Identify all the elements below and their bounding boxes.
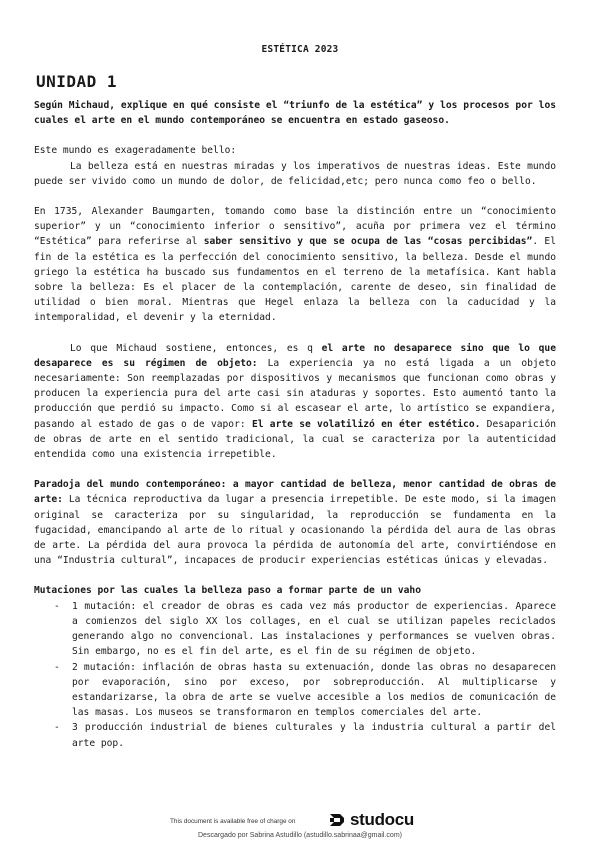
paragraph-paradox: Paradoja del mundo contemporáneo: a mayor cantidad de belleza, menor cantidad de obras de arte: La técnica reproductiva da lugar a presencia irrepetible. De este modo, si la imagen original se caracteriza por su singularidad, la reproducción se fundamenta en la fugacidad, emancipando al arte de lo ritual y ocasionando la pérdida del aura de las obras de arte. La pérdida del aura provoca la pérdida de autonomía del arte, convirtiéndose en una “Industria cultural”, incapaces de producir experiencias estéticas únicas y elevadas. [34, 479, 556, 567]
paragraph-intro-line: Este mundo es exageradamente bello: [34, 145, 237, 157]
footer [0, 804, 600, 848]
list-item: - 3 producción industrial de bienes culturales y la industria cultural a partir del arte pop. [54, 722, 556, 749]
paragraph-michaud: Lo que Michaud sostiene, entonces, es q el arte no desaparece sino que lo que desaparece es su régimen de objeto: La experiencia ya no está ligada a un objeto necesariamente: Son reemplazadas por dispositivos y mecanismos que funcionan como obras y producen la experiencia pura del arte casi sin ataduras y soportes. Esto aumentó tanto la producción que perdió su impacto. Como si al escasear el arte, lo artístico se expandiera, pasando al estado de gas o de vapor: El arte se volatilizó en éter estético. Desaparición de obras de arte en el sentido tradicional, la cual se caracteriza por la autenticidad entendida como una existencia irrepetible. [34, 342, 556, 461]
availability-note: This document is available free of charge on [170, 818, 296, 825]
bold-phrase: El arte se volatilizó en éter estético. [251, 418, 481, 430]
document-body [34, 98, 556, 751]
mutations-title: Mutaciones por las cuales la belleza paso a formar parte de un vaho [34, 585, 421, 597]
brand-name: studocu [350, 810, 415, 829]
studocu-logo[interactable] [328, 810, 414, 830]
unit-title: UNIDAD 1 [36, 72, 118, 91]
bold-phrase: saber sensitivo y que se ocupa de las “cosas percibidas” [203, 236, 533, 248]
list-item: - 1 mutación: el creador de obras es cada vez más productor de experiencias. Aparece a comienzos del siglo XX los collages, en el cual se utilizan papeles reciclados generando algo no convencional. Las instalaciones y performances se vuelven obras. Sin embargo, no es el fin del arte, es el fin de su régimen de objeto. [54, 600, 556, 658]
bold-phrase: Paradoja del mundo contemporáneo: a mayor cantidad de belleza, menor cantidad de obras de arte: [34, 479, 556, 506]
question: Según Michaud, explique en qué consiste el “triunfo de la estética” y los procesos por los cuales el arte en el mundo contemporáneo se encuentra en estado gaseoso. [34, 100, 556, 127]
download-note: Descargado por Sabrina Astudillo (astudillo.sabrinaa@gmail.com) [198, 832, 402, 839]
paragraph-baumgarten: En 1735, Alexander Baumgarten, tomando como base la distinción entre un “conocimiento superior” y un “conocimiento inferior o sensitivo”, acuña por primera vez el término “Estética” para referirse al saber sensitivo y que se ocupa de las “cosas percibidas”. El fin de la estética es la perfección del conocimiento sensitivo, la belleza. Desde el mundo griego la estética ha buscado sus fundamentos en el terreno de la metafísica. Kant habla sobre la belleza: Es el placer de la contemplación, carente de deseo, sin finalidad de utilidad o bien moral. Mientras que Hegel enlaza la belleza con la caducidad y la intemporalidad, el devenir y la eternidad. [34, 206, 556, 324]
studocu-icon [328, 810, 346, 830]
bold-phrase: el arte no desaparece sino que lo que desaparece es su régimen de objeto: [34, 342, 556, 369]
list-item: - 2 mutación: inflación de obras hasta su extenuación, donde las obras no desaparecen por evaporación, sino por exceso, por sobreproducción. Al multiplicarse y estandarizarse, la obra de arte se vuelve accesible a los medios de comunicación de las masas. Los museos se transformaron en templos comerciales del arte. [54, 661, 556, 719]
paragraph-intro: La belleza está en nuestras miradas y los imperativos de nuestras ideas. Este mundo puede ser vivido como un mundo de dolor, de felicidad,etc; pero nunca como feo o bello. [34, 160, 556, 187]
mutations-list [34, 599, 556, 751]
document-header: ESTÉTICA 2023 [261, 44, 339, 55]
